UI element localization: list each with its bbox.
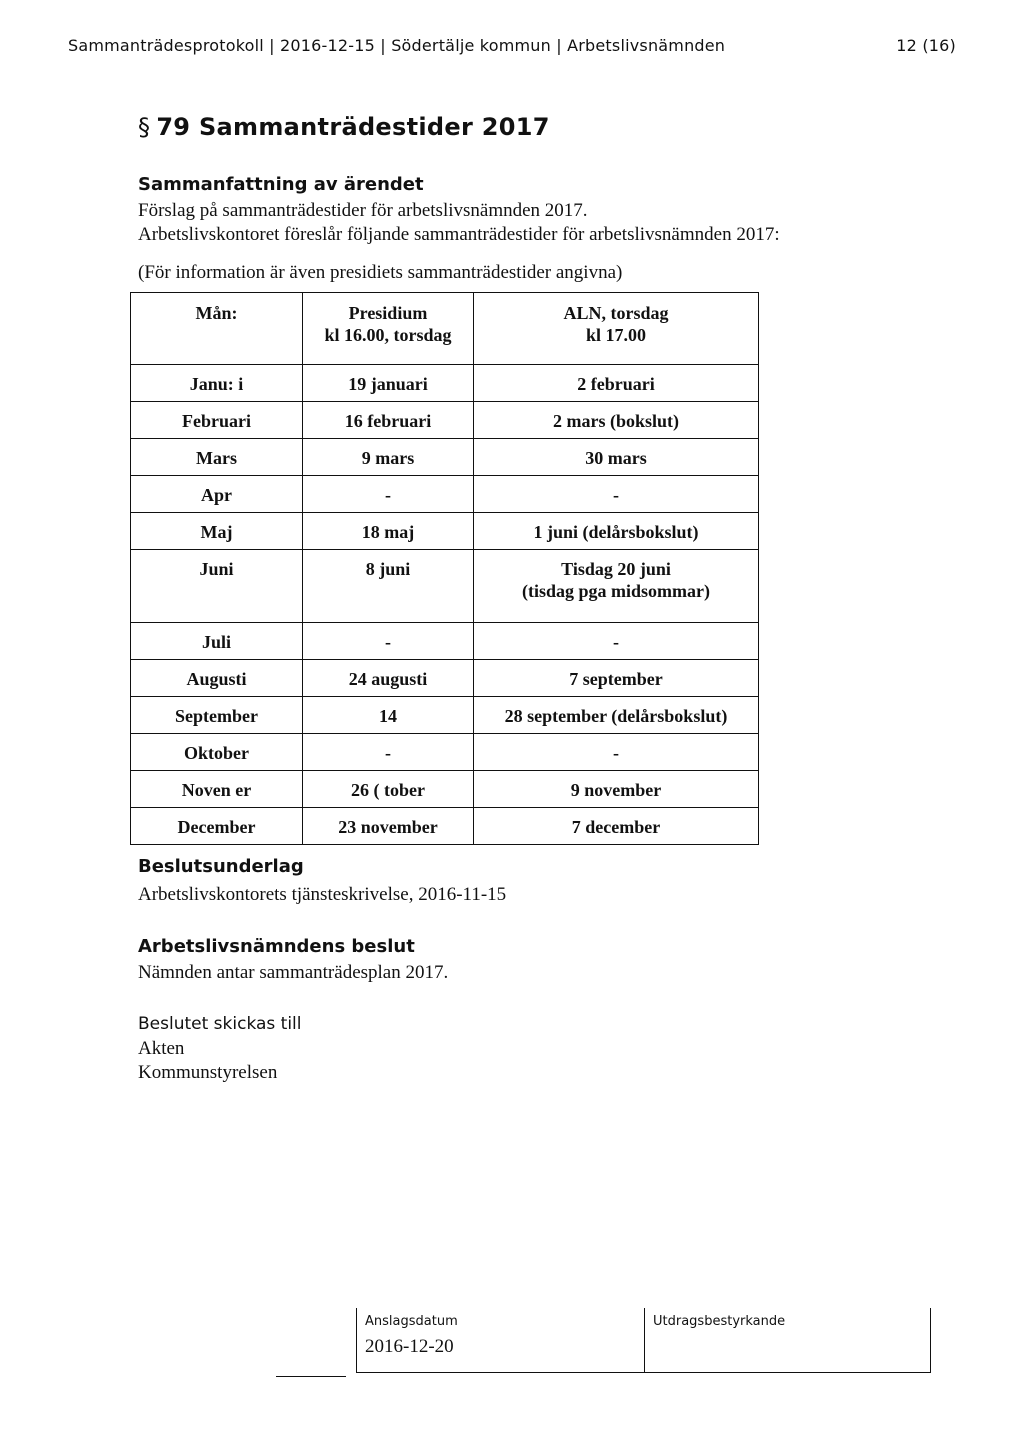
cell-month: Mars: [131, 439, 303, 476]
cell-month: Maj: [131, 513, 303, 550]
cell-aln: 2 februari: [474, 365, 759, 402]
recipients-heading: Beslutet skickas till: [138, 1014, 302, 1034]
basis-heading: Beslutsunderlag: [138, 856, 304, 877]
cell-presidium: 19 januari: [303, 365, 474, 402]
table-row: [131, 808, 759, 845]
header-aln: ALN, torsdag kl 17.00: [474, 293, 759, 365]
cell-month: Februari: [131, 402, 303, 439]
cell-aln: 1 juni (delårsbokslut): [474, 513, 759, 550]
cell-presidium: 9 mars: [303, 439, 474, 476]
section-title: [138, 113, 550, 141]
table-row: [131, 697, 759, 734]
cell-month: Noven er: [131, 771, 303, 808]
cell-aln: 9 november: [474, 771, 759, 808]
certification-label: Utdragsbestyrkande: [653, 1314, 786, 1329]
cell-aln: 30 mars: [474, 439, 759, 476]
cell-aln-date: Tisdag 20 juni: [561, 559, 671, 579]
cell-presidium: 24 augusti: [303, 660, 474, 697]
cell-aln: 28 september (delårsbokslut): [474, 697, 759, 734]
cell-month: Oktober: [131, 734, 303, 771]
table-row: [131, 660, 759, 697]
cell-presidium: -: [303, 734, 474, 771]
table-row: [131, 513, 759, 550]
header-page-number: 12 (16): [896, 36, 956, 55]
summary-line-3: (För information är även presidiets sammanträdestider angivna): [138, 262, 623, 283]
cell-month: Janu: i: [131, 365, 303, 402]
certification-box: [644, 1308, 931, 1373]
cell-presidium: 18 maj: [303, 513, 474, 550]
header-document-info: Sammanträdesprotokoll | 2016-12-15 | Södertälje kommun | Arbetslivsnämnden: [68, 36, 726, 55]
cell-aln: 7 december: [474, 808, 759, 845]
table-row: [131, 623, 759, 660]
posted-date-label: Anslagsdatum: [365, 1314, 458, 1329]
signature-line: [276, 1376, 346, 1377]
recipient-item: Akten: [138, 1038, 185, 1059]
recipient-item: Kommunstyrelsen: [138, 1062, 278, 1083]
table-row: [131, 476, 759, 513]
cell-aln: [474, 550, 759, 623]
cell-presidium: -: [303, 476, 474, 513]
posted-date-box: [356, 1308, 645, 1373]
certification-box-edge: [930, 1308, 931, 1372]
header-month: Mån:: [131, 293, 303, 365]
decision-text: Nämnden antar sammanträdesplan 2017.: [138, 962, 449, 983]
table-row: [131, 550, 759, 623]
table-row: [131, 365, 759, 402]
page-header: [68, 36, 956, 55]
table-row: [131, 402, 759, 439]
cell-aln-note: (tisdag pga midsommar): [522, 581, 710, 601]
decision-heading: Arbetslivsnämndens beslut: [138, 936, 415, 957]
paragraph-sign: §: [138, 113, 151, 141]
header-presidium: Presidium kl 16.00, torsdag: [303, 293, 474, 365]
summary-line-1: Förslag på sammanträdestider för arbetslivsnämnden 2017.: [138, 200, 588, 221]
meeting-schedule-table: [130, 292, 759, 845]
cell-month: Juli: [131, 623, 303, 660]
cell-month: December: [131, 808, 303, 845]
cell-aln: -: [474, 623, 759, 660]
cell-aln: 7 september: [474, 660, 759, 697]
basis-text: Arbetslivskontorets tjänsteskrivelse, 2016-11-15: [138, 884, 507, 905]
cell-presidium: 23 november: [303, 808, 474, 845]
table-row: [131, 439, 759, 476]
cell-aln: -: [474, 734, 759, 771]
cell-month: Apr: [131, 476, 303, 513]
cell-presidium: 8 juni: [303, 550, 474, 623]
cell-presidium: 26 ( tober: [303, 771, 474, 808]
summary-line-2: Arbetslivskontoret föreslår följande sammanträdestider för arbetslivsnämnden 2017:: [138, 224, 780, 245]
table-header-row: [131, 293, 759, 365]
summary-heading: Sammanfattning av ärendet: [138, 174, 424, 195]
cell-presidium: 16 februari: [303, 402, 474, 439]
posted-date-value: 2016-12-20: [365, 1336, 454, 1357]
table-row: [131, 734, 759, 771]
cell-month: Juni: [131, 550, 303, 623]
table-row: [131, 771, 759, 808]
cell-month: September: [131, 697, 303, 734]
cell-month: Augusti: [131, 660, 303, 697]
cell-presidium: 14: [303, 697, 474, 734]
section-title-text: 79 Sammanträdestider 2017: [156, 113, 550, 141]
cell-aln: 2 mars (bokslut): [474, 402, 759, 439]
cell-aln: -: [474, 476, 759, 513]
cell-presidium: -: [303, 623, 474, 660]
